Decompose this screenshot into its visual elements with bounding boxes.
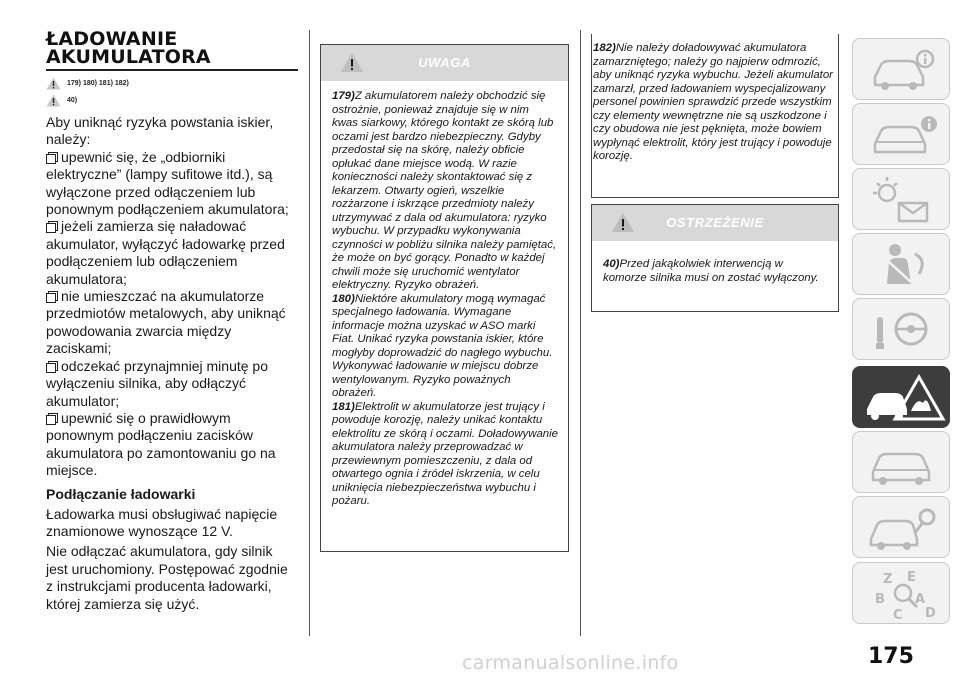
- bullet-icon: [46, 413, 57, 423]
- bullet-icon: [46, 291, 57, 301]
- title-line-1: ŁADOWANIE: [46, 28, 178, 50]
- svg-text:Z: Z: [883, 572, 893, 587]
- svg-text:C: C: [893, 608, 903, 623]
- section-title: [46, 30, 298, 66]
- car-service-icon: [853, 432, 951, 494]
- warning-lights-icon: [853, 169, 951, 231]
- warning-triangle-icon: [46, 77, 61, 90]
- warning-item: 179)Z akumulatorem należy obchodzić się ostrożnie, ponieważ znajduje się w nim kwas siarkowy, którego kontakt ze skórą lub oczami jest bardzo niebezpieczny. Gdyby przedostał się na skórę, należy obficie opłukać dane miejsce wodą. W razie konieczności należy skontaktować się z lekarzem. Otwarty ogień, wszelkie rozżarzone i iskrzące przedmioty należy utrzymywać z dala od akumulatora: ryzyko wybuchu. W przypadku wykonywania czynności w pobliżu silnika należy pamiętać, że może on być gorący. Ponadto w każdej chwili może się uruchomić wentylator elektryczny. Ryzyko obrażeń.: [332, 90, 557, 291]
- bullet-item: upewnić się, że „odbiorniki elektryczne” (lampy sufitowe itd.), są wyłączone przed odłączeniem lub ponownym podłączeniem akumulatora;: [46, 148, 289, 218]
- intro-paragraph: Aby uniknąć ryzyka powstania iskier, należy:: [46, 114, 274, 148]
- bullet-item: jeżeli zamierza się naładować akumulator, wyłączyć ładowarkę przed podłączeniem lub odłączeniem akumulatora;: [46, 218, 285, 287]
- svg-text:D: D: [925, 606, 936, 621]
- sidebar-tab-car-info[interactable]: [852, 38, 950, 100]
- warning-refs-row: [46, 76, 298, 91]
- main-column: [46, 30, 298, 613]
- caution-box-title: OSTRZEŻENIE: [666, 215, 764, 230]
- svg-text:E: E: [907, 570, 916, 585]
- sidebar-tab-warning-lights[interactable]: [852, 168, 950, 230]
- seatbelt-airbag-icon: [853, 234, 951, 296]
- bullet-item: upewnić się o prawidłowym ponownym podłączeniu zacisków akumulatora po zamontowaniu go na miejsce.: [46, 409, 276, 479]
- bullet-icon: [46, 152, 57, 162]
- caution-box-body: 40)Przed jakąkolwiek interwencją w komorze silnika musi on zostać wyłączony.: [603, 258, 819, 284]
- sidebar-tab-maintenance[interactable]: [852, 431, 950, 493]
- svg-text:B: B: [875, 592, 885, 607]
- caution-refs-row: [46, 93, 298, 108]
- warning-item: 180)Niektóre akumulatory mogą wymagać specjalnego ładowania. Wymagane informacje można uzyskać w ASO marki Fiat. Unikać ryzyka powstania iskier, które mogłyby doprowadzić do nagłego wybuchu. Wykonywać ładowanie w miejscu dobrze wentylowanym. Ryzyko poważnych obrażeń.: [332, 292, 553, 399]
- column-divider: [580, 30, 581, 636]
- sidebar-tab-starting-driving[interactable]: [852, 298, 950, 360]
- subheading: Podłączanie ładowarki: [46, 485, 196, 502]
- warning-box: [320, 44, 569, 552]
- svg-text:A: A: [915, 592, 926, 607]
- title-line-2: AKUMULATORA: [46, 46, 211, 68]
- bullet-icon: [46, 221, 57, 231]
- caution-references[interactable]: 40): [67, 97, 78, 104]
- alphabet-index-icon: [853, 563, 951, 625]
- warning-references[interactable]: 179) 180) 181) 182): [67, 80, 129, 87]
- paragraph: Nie odłączać akumulatora, gdy silnik jest uruchomiony. Postępować zgodnie z instrukcjami producenta ładowarki, której zamierza się użyć.: [46, 543, 288, 612]
- caution-box-header: [592, 205, 838, 241]
- warning-box-header: [321, 45, 568, 81]
- car-info-i-icon: [853, 104, 951, 166]
- watermark: carmanualsonline.info: [462, 652, 679, 674]
- bullet-item: odczekać przynajmniej minutę po wyłączeniu silnika, aby odłączyć akumulator;: [46, 357, 268, 409]
- warning-box-title: UWAGA: [418, 55, 471, 70]
- page-number: 175: [868, 644, 914, 669]
- sidebar-tab-technical-data[interactable]: [852, 496, 950, 558]
- bullet-icon: [46, 361, 57, 371]
- caution-triangle-icon: [46, 94, 61, 107]
- column-divider: [309, 30, 310, 636]
- sidebar-tab-emergency[interactable]: [852, 366, 950, 428]
- title-underline: [46, 69, 298, 71]
- warning-box-body: [321, 81, 568, 517]
- sidebar-tab-index[interactable]: [852, 562, 950, 624]
- wrench-car-icon: [853, 497, 951, 559]
- bullet-item: nie umieszczać na akumulatorze przedmiotów metalowych, aby uniknąć powodowania zwarcia między zaciskami;: [46, 288, 286, 357]
- caution-box: [591, 204, 839, 312]
- car-info-icon: [853, 39, 951, 101]
- sidebar-tab-dashboard[interactable]: [852, 103, 950, 165]
- sidebar-tab-safety[interactable]: [852, 233, 950, 295]
- emergency-car-icon: [853, 367, 951, 429]
- steering-key-icon: [853, 299, 951, 361]
- paragraph: Ładowarka musi obsługiwać napięcie znamionowe wynoszące 12 V.: [46, 505, 278, 539]
- warning-continuation: 182)Nie należy doładowywać akumulatora zamarzniętego; należy go najpierw odmrozić, aby uniknąć ryzyka wybuchu. Jeżeli akumulator zamarzł, przed ładowaniem wyspecjalizowany personel powinien sprawdzić przede wszystkim czy elementy wewnętrzne nie są uszkodzone i czy obudowa nie jest pęknięta, może bowiem wypłynąć elektrolit, który jest trujący i powoduje korozję.: [593, 42, 833, 162]
- warning-item: 181)Elektrolit w akumulatorze jest trujący i powoduje korozję, należy unikać kontaktu elektrolitu ze skórą i oczami. Doładowywanie akumulatora należy przeprowadzać w przewiewnym pomieszczeniu, z dala od otwartego ognia i źródeł iskrzenia, w celu uniknięcia niebezpieczeństwa wybuchu i pożaru.: [332, 400, 559, 507]
